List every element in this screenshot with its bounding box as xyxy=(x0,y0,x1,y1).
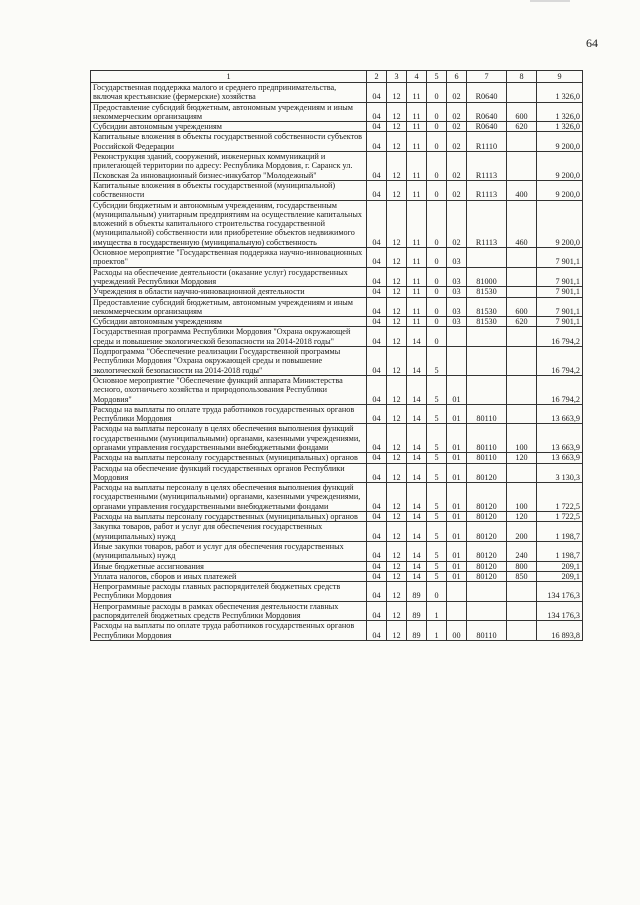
cell-subsection-code: 12 xyxy=(387,347,407,376)
cell-expense-type-code: 200 xyxy=(507,522,537,542)
cell-expense-type-code xyxy=(507,248,537,268)
cell-expense-type-code xyxy=(507,463,537,483)
cell-subsection-code: 12 xyxy=(387,267,407,287)
table-row xyxy=(91,152,583,181)
row-description: Подпрограмма "Обеспечение реализации Государственной программы Республики Мордовия "Охрана окружающей среды и повышение экологической безопасности на 2014-2018 годы" xyxy=(91,347,367,376)
table-row xyxy=(91,317,583,327)
column-header: 7 xyxy=(467,71,507,83)
cell-direction-code: R0640 xyxy=(467,122,507,132)
cell-section-code: 04 xyxy=(367,541,387,561)
table-row xyxy=(91,132,583,152)
cell-program-code: 14 xyxy=(407,541,427,561)
cell-subprogram-code: 0 xyxy=(427,267,447,287)
cell-subsection-code: 12 xyxy=(387,453,407,463)
cell-direction-code: 80120 xyxy=(467,483,507,512)
cell-expense-type-code xyxy=(507,132,537,152)
cell-event-code xyxy=(447,601,467,621)
cell-direction-code: 80120 xyxy=(467,512,507,522)
cell-subsection-code: 12 xyxy=(387,200,407,247)
cell-section-code: 04 xyxy=(367,404,387,424)
row-description: Непрограммные расходы в рамках обеспечения деятельности главных распорядителей бюджетных средств Республики Мордовия xyxy=(91,601,367,621)
cell-event-code: 03 xyxy=(447,248,467,268)
cell-subprogram-code: 5 xyxy=(427,453,447,463)
cell-event-code: 03 xyxy=(447,267,467,287)
cell-program-code: 11 xyxy=(407,248,427,268)
cell-amount: 134 176,3 xyxy=(537,582,583,602)
table-row xyxy=(91,327,583,347)
cell-section-code: 04 xyxy=(367,463,387,483)
cell-subsection-code: 12 xyxy=(387,541,407,561)
cell-subsection-code: 12 xyxy=(387,404,407,424)
cell-section-code: 04 xyxy=(367,522,387,542)
cell-section-code: 04 xyxy=(367,200,387,247)
cell-section-code: 04 xyxy=(367,424,387,453)
cell-event-code: 00 xyxy=(447,621,467,641)
cell-expense-type-code: 800 xyxy=(507,561,537,571)
cell-amount: 1 722,5 xyxy=(537,512,583,522)
row-description: Расходы на обеспечение функций государственных органов Республики Мордовия xyxy=(91,463,367,483)
column-header: 2 xyxy=(367,71,387,83)
row-description: Государственная поддержка малого и среднего предпринимательства, включая крестьянские (фермерские) хозяйства xyxy=(91,83,367,103)
cell-amount: 9 200,0 xyxy=(537,152,583,181)
cell-direction-code: 80110 xyxy=(467,404,507,424)
cell-program-code: 14 xyxy=(407,463,427,483)
cell-subprogram-code: 5 xyxy=(427,512,447,522)
cell-direction-code xyxy=(467,347,507,376)
cell-subsection-code: 12 xyxy=(387,180,407,200)
budget-table xyxy=(90,70,583,641)
cell-subsection-code: 12 xyxy=(387,132,407,152)
cell-program-code: 11 xyxy=(407,287,427,297)
row-description: Основное мероприятие "Обеспечение функций аппарата Министерства лесного, охотничьего хозяйства и природопользования Республики Мордовия" xyxy=(91,375,367,404)
cell-amount: 16 893,8 xyxy=(537,621,583,641)
table-row xyxy=(91,621,583,641)
cell-expense-type-code xyxy=(507,287,537,297)
cell-program-code: 11 xyxy=(407,267,427,287)
cell-section-code: 04 xyxy=(367,180,387,200)
row-description: Расходы на выплаты по оплате труда работников государственных органов Республики Мордовия xyxy=(91,404,367,424)
cell-subsection-code: 12 xyxy=(387,248,407,268)
cell-subsection-code: 12 xyxy=(387,463,407,483)
cell-program-code: 89 xyxy=(407,601,427,621)
cell-section-code: 04 xyxy=(367,375,387,404)
cell-subprogram-code: 1 xyxy=(427,621,447,641)
cell-subprogram-code: 5 xyxy=(427,522,447,542)
cell-subsection-code: 12 xyxy=(387,522,407,542)
row-description: Расходы на выплаты персоналу в целях обеспечения выполнения функций государственными (муниципальными) органами, казенными учреждениями, органами управления государственными внебюджетными фондами xyxy=(91,424,367,453)
table-row xyxy=(91,582,583,602)
cell-event-code xyxy=(447,347,467,376)
cell-expense-type-code xyxy=(507,375,537,404)
column-header: 5 xyxy=(427,71,447,83)
cell-amount: 1 326,0 xyxy=(537,83,583,103)
column-header: 3 xyxy=(387,71,407,83)
table-row xyxy=(91,453,583,463)
cell-event-code: 01 xyxy=(447,571,467,581)
cell-subsection-code: 12 xyxy=(387,483,407,512)
cell-subprogram-code: 0 xyxy=(427,132,447,152)
cell-direction-code: R1113 xyxy=(467,180,507,200)
cell-subprogram-code: 5 xyxy=(427,483,447,512)
cell-direction-code xyxy=(467,601,507,621)
cell-subsection-code: 12 xyxy=(387,287,407,297)
cell-amount: 134 176,3 xyxy=(537,601,583,621)
cell-subprogram-code: 0 xyxy=(427,582,447,602)
cell-program-code: 14 xyxy=(407,327,427,347)
cell-subsection-code: 12 xyxy=(387,122,407,132)
table-row xyxy=(91,287,583,297)
cell-section-code: 04 xyxy=(367,317,387,327)
cell-event-code: 01 xyxy=(447,483,467,512)
cell-subsection-code: 12 xyxy=(387,512,407,522)
cell-subprogram-code: 5 xyxy=(427,404,447,424)
cell-section-code: 04 xyxy=(367,601,387,621)
cell-direction-code: 81530 xyxy=(467,287,507,297)
table-row xyxy=(91,83,583,103)
cell-amount: 7 901,1 xyxy=(537,287,583,297)
cell-expense-type-code xyxy=(507,347,537,376)
row-description: Субсидии бюджетным и автономным учреждениям, государственным (муниципальным) унитарным предприятиям на осуществление капитальных вложений в объекты капитального строительства государственной (муниципальной) собственности или приобретение объектов недвижимого имущества в государственную (муниципальную) собственность xyxy=(91,200,367,247)
cell-section-code: 04 xyxy=(367,347,387,376)
column-header: 9 xyxy=(537,71,583,83)
column-header: 6 xyxy=(447,71,467,83)
cell-program-code: 14 xyxy=(407,453,427,463)
cell-subprogram-code: 5 xyxy=(427,424,447,453)
row-description: Субсидии автономным учреждениям xyxy=(91,122,367,132)
column-header: 4 xyxy=(407,71,427,83)
cell-amount: 13 663,9 xyxy=(537,453,583,463)
row-description: Уплата налогов, сборов и иных платежей xyxy=(91,571,367,581)
cell-program-code: 11 xyxy=(407,122,427,132)
cell-section-code: 04 xyxy=(367,83,387,103)
cell-expense-type-code: 120 xyxy=(507,453,537,463)
row-description: Основное мероприятие "Государственная поддержка научно-инновационных проектов" xyxy=(91,248,367,268)
cell-subsection-code: 12 xyxy=(387,317,407,327)
cell-section-code: 04 xyxy=(367,248,387,268)
table-row xyxy=(91,180,583,200)
cell-section-code: 04 xyxy=(367,571,387,581)
cell-program-code: 14 xyxy=(407,561,427,571)
cell-program-code: 11 xyxy=(407,180,427,200)
cell-event-code: 02 xyxy=(447,180,467,200)
cell-subsection-code: 12 xyxy=(387,582,407,602)
cell-program-code: 14 xyxy=(407,512,427,522)
row-description: Капитальные вложения в объекты государственной собственности субъектов Российской Федерации xyxy=(91,132,367,152)
cell-program-code: 14 xyxy=(407,424,427,453)
table-row xyxy=(91,297,583,317)
cell-subprogram-code: 1 xyxy=(427,601,447,621)
cell-direction-code: R0640 xyxy=(467,102,507,122)
cell-direction-code: 81530 xyxy=(467,297,507,317)
table-row xyxy=(91,483,583,512)
table-row xyxy=(91,404,583,424)
cell-subsection-code: 12 xyxy=(387,297,407,317)
row-description: Государственная программа Республики Мордовия "Охрана окружающей среды и повышение экологической безопасности на 2014-2018 годы" xyxy=(91,327,367,347)
cell-expense-type-code: 620 xyxy=(507,122,537,132)
cell-amount: 16 794,2 xyxy=(537,347,583,376)
cell-subprogram-code: 0 xyxy=(427,180,447,200)
cell-event-code: 03 xyxy=(447,297,467,317)
cell-event-code: 02 xyxy=(447,102,467,122)
cell-expense-type-code: 600 xyxy=(507,297,537,317)
cell-section-code: 04 xyxy=(367,483,387,512)
cell-expense-type-code: 100 xyxy=(507,424,537,453)
cell-program-code: 14 xyxy=(407,571,427,581)
cell-subsection-code: 12 xyxy=(387,83,407,103)
cell-amount: 209,1 xyxy=(537,571,583,581)
cell-program-code: 11 xyxy=(407,200,427,247)
cell-direction-code: R1113 xyxy=(467,152,507,181)
cell-program-code: 11 xyxy=(407,317,427,327)
cell-event-code: 01 xyxy=(447,424,467,453)
cell-program-code: 11 xyxy=(407,132,427,152)
cell-program-code: 14 xyxy=(407,483,427,512)
row-description: Предоставление субсидий бюджетным, автономным учреждениям и иным некоммерческим организациям xyxy=(91,297,367,317)
cell-program-code: 11 xyxy=(407,152,427,181)
cell-section-code: 04 xyxy=(367,453,387,463)
cell-subsection-code: 12 xyxy=(387,152,407,181)
cell-section-code: 04 xyxy=(367,287,387,297)
cell-direction-code: 80120 xyxy=(467,522,507,542)
cell-amount: 209,1 xyxy=(537,561,583,571)
cell-event-code: 02 xyxy=(447,122,467,132)
cell-section-code: 04 xyxy=(367,267,387,287)
cell-program-code: 14 xyxy=(407,522,427,542)
cell-expense-type-code xyxy=(507,404,537,424)
cell-amount: 7 901,1 xyxy=(537,297,583,317)
table-row xyxy=(91,424,583,453)
cell-section-code: 04 xyxy=(367,512,387,522)
cell-subsection-code: 12 xyxy=(387,327,407,347)
cell-subprogram-code: 0 xyxy=(427,102,447,122)
cell-expense-type-code xyxy=(507,621,537,641)
row-description: Иные закупки товаров, работ и услуг для обеспечения государственных (муниципальных) нужд xyxy=(91,541,367,561)
table-row xyxy=(91,561,583,571)
row-description: Учреждения в области научно-инновационной деятельности xyxy=(91,287,367,297)
cell-section-code: 04 xyxy=(367,327,387,347)
cell-amount: 16 794,2 xyxy=(537,375,583,404)
cell-direction-code: 81530 xyxy=(467,317,507,327)
cell-event-code: 01 xyxy=(447,453,467,463)
table-header-row xyxy=(91,71,583,83)
cell-subsection-code: 12 xyxy=(387,102,407,122)
cell-program-code: 11 xyxy=(407,83,427,103)
cell-event-code: 02 xyxy=(447,200,467,247)
cell-direction-code xyxy=(467,327,507,347)
cell-direction-code: 80120 xyxy=(467,541,507,561)
column-header: 8 xyxy=(507,71,537,83)
cell-event-code xyxy=(447,327,467,347)
cell-event-code xyxy=(447,582,467,602)
row-description: Предоставление субсидий бюджетным, автономным учреждениям и иным некоммерческим организациям xyxy=(91,102,367,122)
cell-expense-type-code: 120 xyxy=(507,512,537,522)
cell-amount: 13 663,9 xyxy=(537,424,583,453)
cell-direction-code: 80110 xyxy=(467,453,507,463)
cell-subprogram-code: 0 xyxy=(427,297,447,317)
cell-direction-code: 80110 xyxy=(467,424,507,453)
table-row xyxy=(91,375,583,404)
cell-event-code: 02 xyxy=(447,152,467,181)
cell-event-code: 01 xyxy=(447,512,467,522)
cell-expense-type-code xyxy=(507,327,537,347)
cell-program-code: 14 xyxy=(407,347,427,376)
cell-section-code: 04 xyxy=(367,561,387,571)
cell-event-code: 01 xyxy=(447,375,467,404)
cell-amount: 7 901,1 xyxy=(537,317,583,327)
cell-subprogram-code: 0 xyxy=(427,122,447,132)
table-row xyxy=(91,571,583,581)
table-row xyxy=(91,122,583,132)
cell-direction-code: R0640 xyxy=(467,83,507,103)
cell-event-code: 02 xyxy=(447,132,467,152)
cell-expense-type-code xyxy=(507,83,537,103)
row-description: Реконструкция зданий, сооружений, инженерных коммуникаций и прилегающей территории по адресу: Республика Мордовия, г. Саранск ул. Псковская 2а инновационный бизнес-инкубатор "Молодежный" xyxy=(91,152,367,181)
row-description: Расходы на выплаты персоналу государственных (муниципальных) органов xyxy=(91,512,367,522)
table-row xyxy=(91,512,583,522)
row-description: Непрограммные расходы главных распорядителей бюджетных средств Республики Мордовия xyxy=(91,582,367,602)
cell-subprogram-code: 5 xyxy=(427,561,447,571)
cell-direction-code xyxy=(467,582,507,602)
cell-subsection-code: 12 xyxy=(387,571,407,581)
cell-subsection-code: 12 xyxy=(387,424,407,453)
cell-program-code: 14 xyxy=(407,375,427,404)
cell-subsection-code: 12 xyxy=(387,561,407,571)
cell-section-code: 04 xyxy=(367,582,387,602)
scan-artifact xyxy=(530,0,570,2)
column-header: 1 xyxy=(91,71,367,83)
cell-event-code: 01 xyxy=(447,561,467,571)
cell-program-code: 11 xyxy=(407,297,427,317)
cell-direction-code: 80120 xyxy=(467,571,507,581)
table-row xyxy=(91,347,583,376)
cell-program-code: 89 xyxy=(407,621,427,641)
cell-amount: 9 200,0 xyxy=(537,180,583,200)
cell-event-code: 01 xyxy=(447,404,467,424)
row-description: Иные бюджетные ассигнования xyxy=(91,561,367,571)
cell-section-code: 04 xyxy=(367,621,387,641)
cell-expense-type-code xyxy=(507,601,537,621)
page-number: 64 xyxy=(586,36,598,50)
row-description: Капитальные вложения в объекты государственной (муниципальной) собственности xyxy=(91,180,367,200)
cell-subprogram-code: 5 xyxy=(427,463,447,483)
cell-subprogram-code: 5 xyxy=(427,541,447,561)
cell-direction-code: R1113 xyxy=(467,200,507,247)
cell-direction-code: 81000 xyxy=(467,267,507,287)
cell-expense-type-code xyxy=(507,582,537,602)
cell-amount: 13 663,9 xyxy=(537,404,583,424)
cell-program-code: 14 xyxy=(407,404,427,424)
cell-expense-type-code: 240 xyxy=(507,541,537,561)
cell-subsection-code: 12 xyxy=(387,621,407,641)
cell-section-code: 04 xyxy=(367,297,387,317)
cell-direction-code: 80120 xyxy=(467,463,507,483)
cell-section-code: 04 xyxy=(367,122,387,132)
table-row xyxy=(91,200,583,247)
cell-event-code: 02 xyxy=(447,83,467,103)
cell-program-code: 89 xyxy=(407,582,427,602)
table-row xyxy=(91,102,583,122)
cell-event-code: 01 xyxy=(447,463,467,483)
cell-subprogram-code: 0 xyxy=(427,287,447,297)
row-description: Субсидии автономным учреждениям xyxy=(91,317,367,327)
cell-subsection-code: 12 xyxy=(387,601,407,621)
cell-subprogram-code: 0 xyxy=(427,327,447,347)
cell-amount: 7 901,1 xyxy=(537,248,583,268)
cell-event-code: 01 xyxy=(447,522,467,542)
cell-subprogram-code: 0 xyxy=(427,200,447,247)
cell-direction-code: 80110 xyxy=(467,621,507,641)
table-row xyxy=(91,522,583,542)
cell-subprogram-code: 0 xyxy=(427,152,447,181)
cell-expense-type-code: 460 xyxy=(507,200,537,247)
cell-event-code: 03 xyxy=(447,317,467,327)
row-description: Расходы на выплаты персоналу государственных (муниципальных) органов xyxy=(91,453,367,463)
cell-expense-type-code: 850 xyxy=(507,571,537,581)
table-row xyxy=(91,541,583,561)
cell-direction-code xyxy=(467,375,507,404)
cell-program-code: 11 xyxy=(407,102,427,122)
cell-amount: 9 200,0 xyxy=(537,200,583,247)
cell-amount: 7 901,1 xyxy=(537,267,583,287)
cell-section-code: 04 xyxy=(367,102,387,122)
cell-event-code: 03 xyxy=(447,287,467,297)
cell-amount: 1 198,7 xyxy=(537,541,583,561)
row-description: Расходы на обеспечение деятельности (оказание услуг) государственных учреждений Республики Мордовия xyxy=(91,267,367,287)
cell-subprogram-code: 5 xyxy=(427,571,447,581)
cell-amount: 16 794,2 xyxy=(537,327,583,347)
cell-event-code: 01 xyxy=(447,541,467,561)
cell-expense-type-code: 600 xyxy=(507,102,537,122)
cell-amount: 1 722,5 xyxy=(537,483,583,512)
cell-amount: 9 200,0 xyxy=(537,132,583,152)
cell-expense-type-code: 400 xyxy=(507,180,537,200)
cell-section-code: 04 xyxy=(367,132,387,152)
cell-subprogram-code: 5 xyxy=(427,375,447,404)
cell-amount: 1 326,0 xyxy=(537,122,583,132)
cell-expense-type-code xyxy=(507,267,537,287)
row-description: Расходы на выплаты по оплате труда работников государственных органов Республики Мордовия xyxy=(91,621,367,641)
cell-subprogram-code: 5 xyxy=(427,347,447,376)
cell-amount: 3 130,3 xyxy=(537,463,583,483)
cell-subsection-code: 12 xyxy=(387,375,407,404)
cell-expense-type-code: 620 xyxy=(507,317,537,327)
cell-direction-code: 80120 xyxy=(467,561,507,571)
cell-section-code: 04 xyxy=(367,152,387,181)
table-row xyxy=(91,463,583,483)
cell-expense-type-code: 100 xyxy=(507,483,537,512)
cell-direction-code: R1110 xyxy=(467,132,507,152)
cell-amount: 1 198,7 xyxy=(537,522,583,542)
cell-subprogram-code: 0 xyxy=(427,317,447,327)
row-description: Расходы на выплаты персоналу в целях обеспечения выполнения функций государственными (муниципальными) органами, казенными учреждениями, органами управления государственными внебюджетными фондами xyxy=(91,483,367,512)
table-row xyxy=(91,267,583,287)
cell-direction-code xyxy=(467,248,507,268)
table-row xyxy=(91,601,583,621)
cell-subprogram-code: 0 xyxy=(427,83,447,103)
cell-subprogram-code: 0 xyxy=(427,248,447,268)
row-description: Закупка товаров, работ и услуг для обеспечения государственных (муниципальных) нужд xyxy=(91,522,367,542)
table-row xyxy=(91,248,583,268)
cell-amount: 1 326,0 xyxy=(537,102,583,122)
cell-expense-type-code xyxy=(507,152,537,181)
